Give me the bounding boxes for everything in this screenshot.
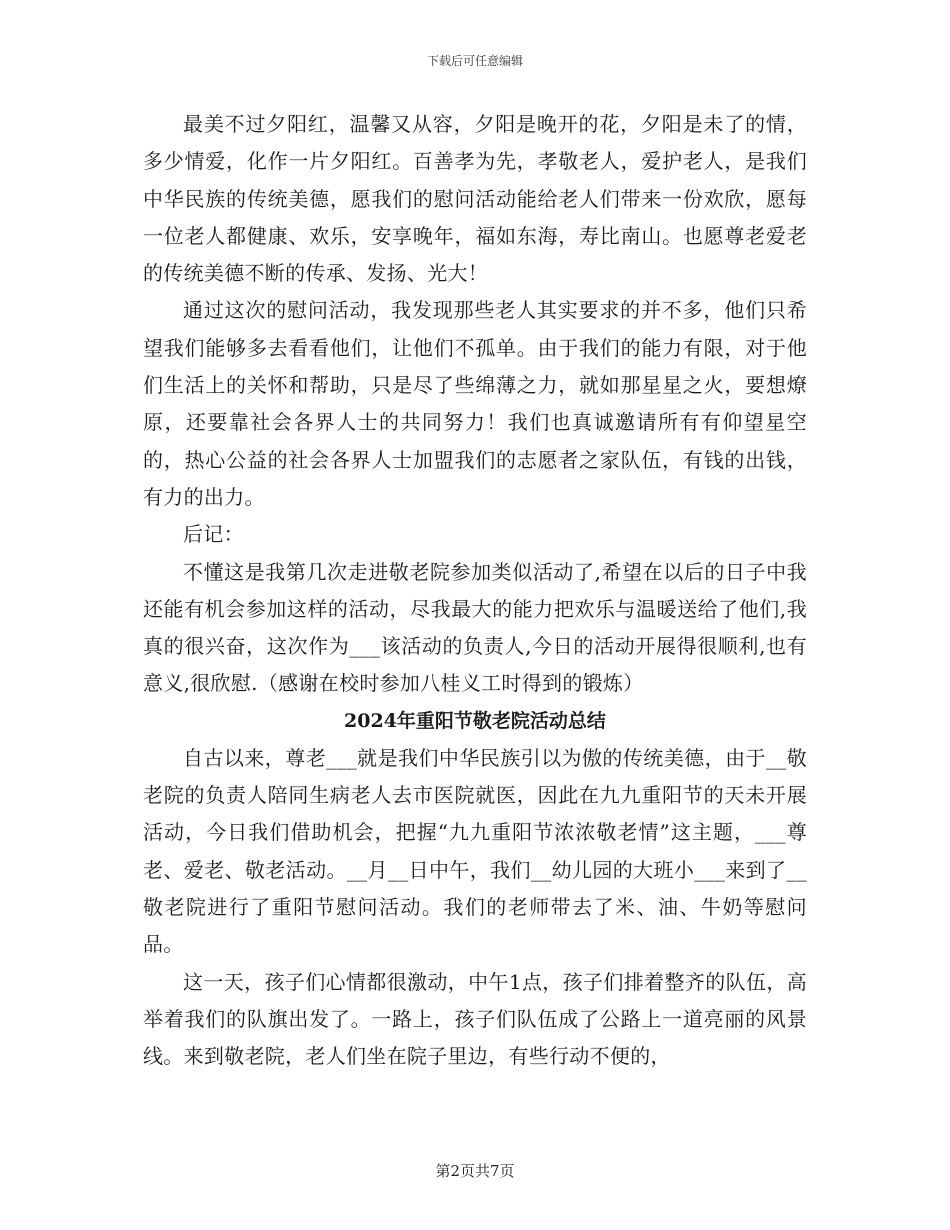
paragraph: 自古以来，尊老___就是我们中华民族引以为傲的传统美德，由于__敬老院的负责人陪同生病老人去市医院就医，因此在九九重阳节的天未开展活动，今日我们借助机会，把握“九九重阳节浓浓敬老情”这主题，___尊老、爱老、敬老活动。__月__日中午，我们__幼儿园的大班小___来到了__敬老院进行了重阳节慰问活动。我们的老师带去了米、油、牛奶等慰问品。 xyxy=(143,745,807,957)
section-title: 2024年重阳节敬老院活动总结 xyxy=(344,709,606,732)
paragraph: 不懂这是我第几次走进敬老院参加类似活动了,希望在以后的日子中我还能有机会参加这样的活动，尽我最大的能力把欢乐与温暖送给了他们,我真的很兴奋，这次作为___该活动的负责人,今日的活动开展得很顺利,也有意义,很欣慰.（感谢在校时参加八桂义工时得到的锻炼） xyxy=(143,559,807,696)
paragraph: 后记： xyxy=(183,522,244,547)
document-body xyxy=(143,106,807,1075)
paragraph: 通过这次的慰问活动，我发现那些老人其实要求的并不多，他们只希望我们能够多去看看他们，让他们不孤单。由于我们的能力有限，对于他们生活上的关怀和帮助，只是尽了些绵薄之力，就如那星星之火，要想燎原，还要靠社会各界人士的共同努力！我们也真诚邀请所有有仰望星空的，热心公益的社会各界人士加盟我们的志愿者之家队伍，有钱的出钱，有力的出力。 xyxy=(143,298,807,509)
page-footer: 第2页共7页 xyxy=(435,1162,515,1180)
paragraph: 这一天，孩子们心情都很激动，中午1点，孩子们排着整齐的队伍，高举着我们的队旗出发了。一路上，孩子们队伍成了公路上一道亮丽的风景线。来到敬老院，老人们坐在院子里边，有些行动不便的， xyxy=(143,969,807,1069)
paragraph: 最美不过夕阳红，温馨又从容，夕阳是晚开的花，夕阳是未了的情，多少情爱，化作一片夕阳红。百善孝为先，孝敬老人，爱护老人，是我们中华民族的传统美德，愿我们的慰问活动能给老人们带来一份欢欣，愿每一位老人都健康、欢乐，安享晚年，福如东海，寿比南山。也愿尊老爱老的传统美德不断的传承、发扬、光大！ xyxy=(143,112,807,286)
page-header: 下载后可任意编辑 xyxy=(426,54,523,68)
